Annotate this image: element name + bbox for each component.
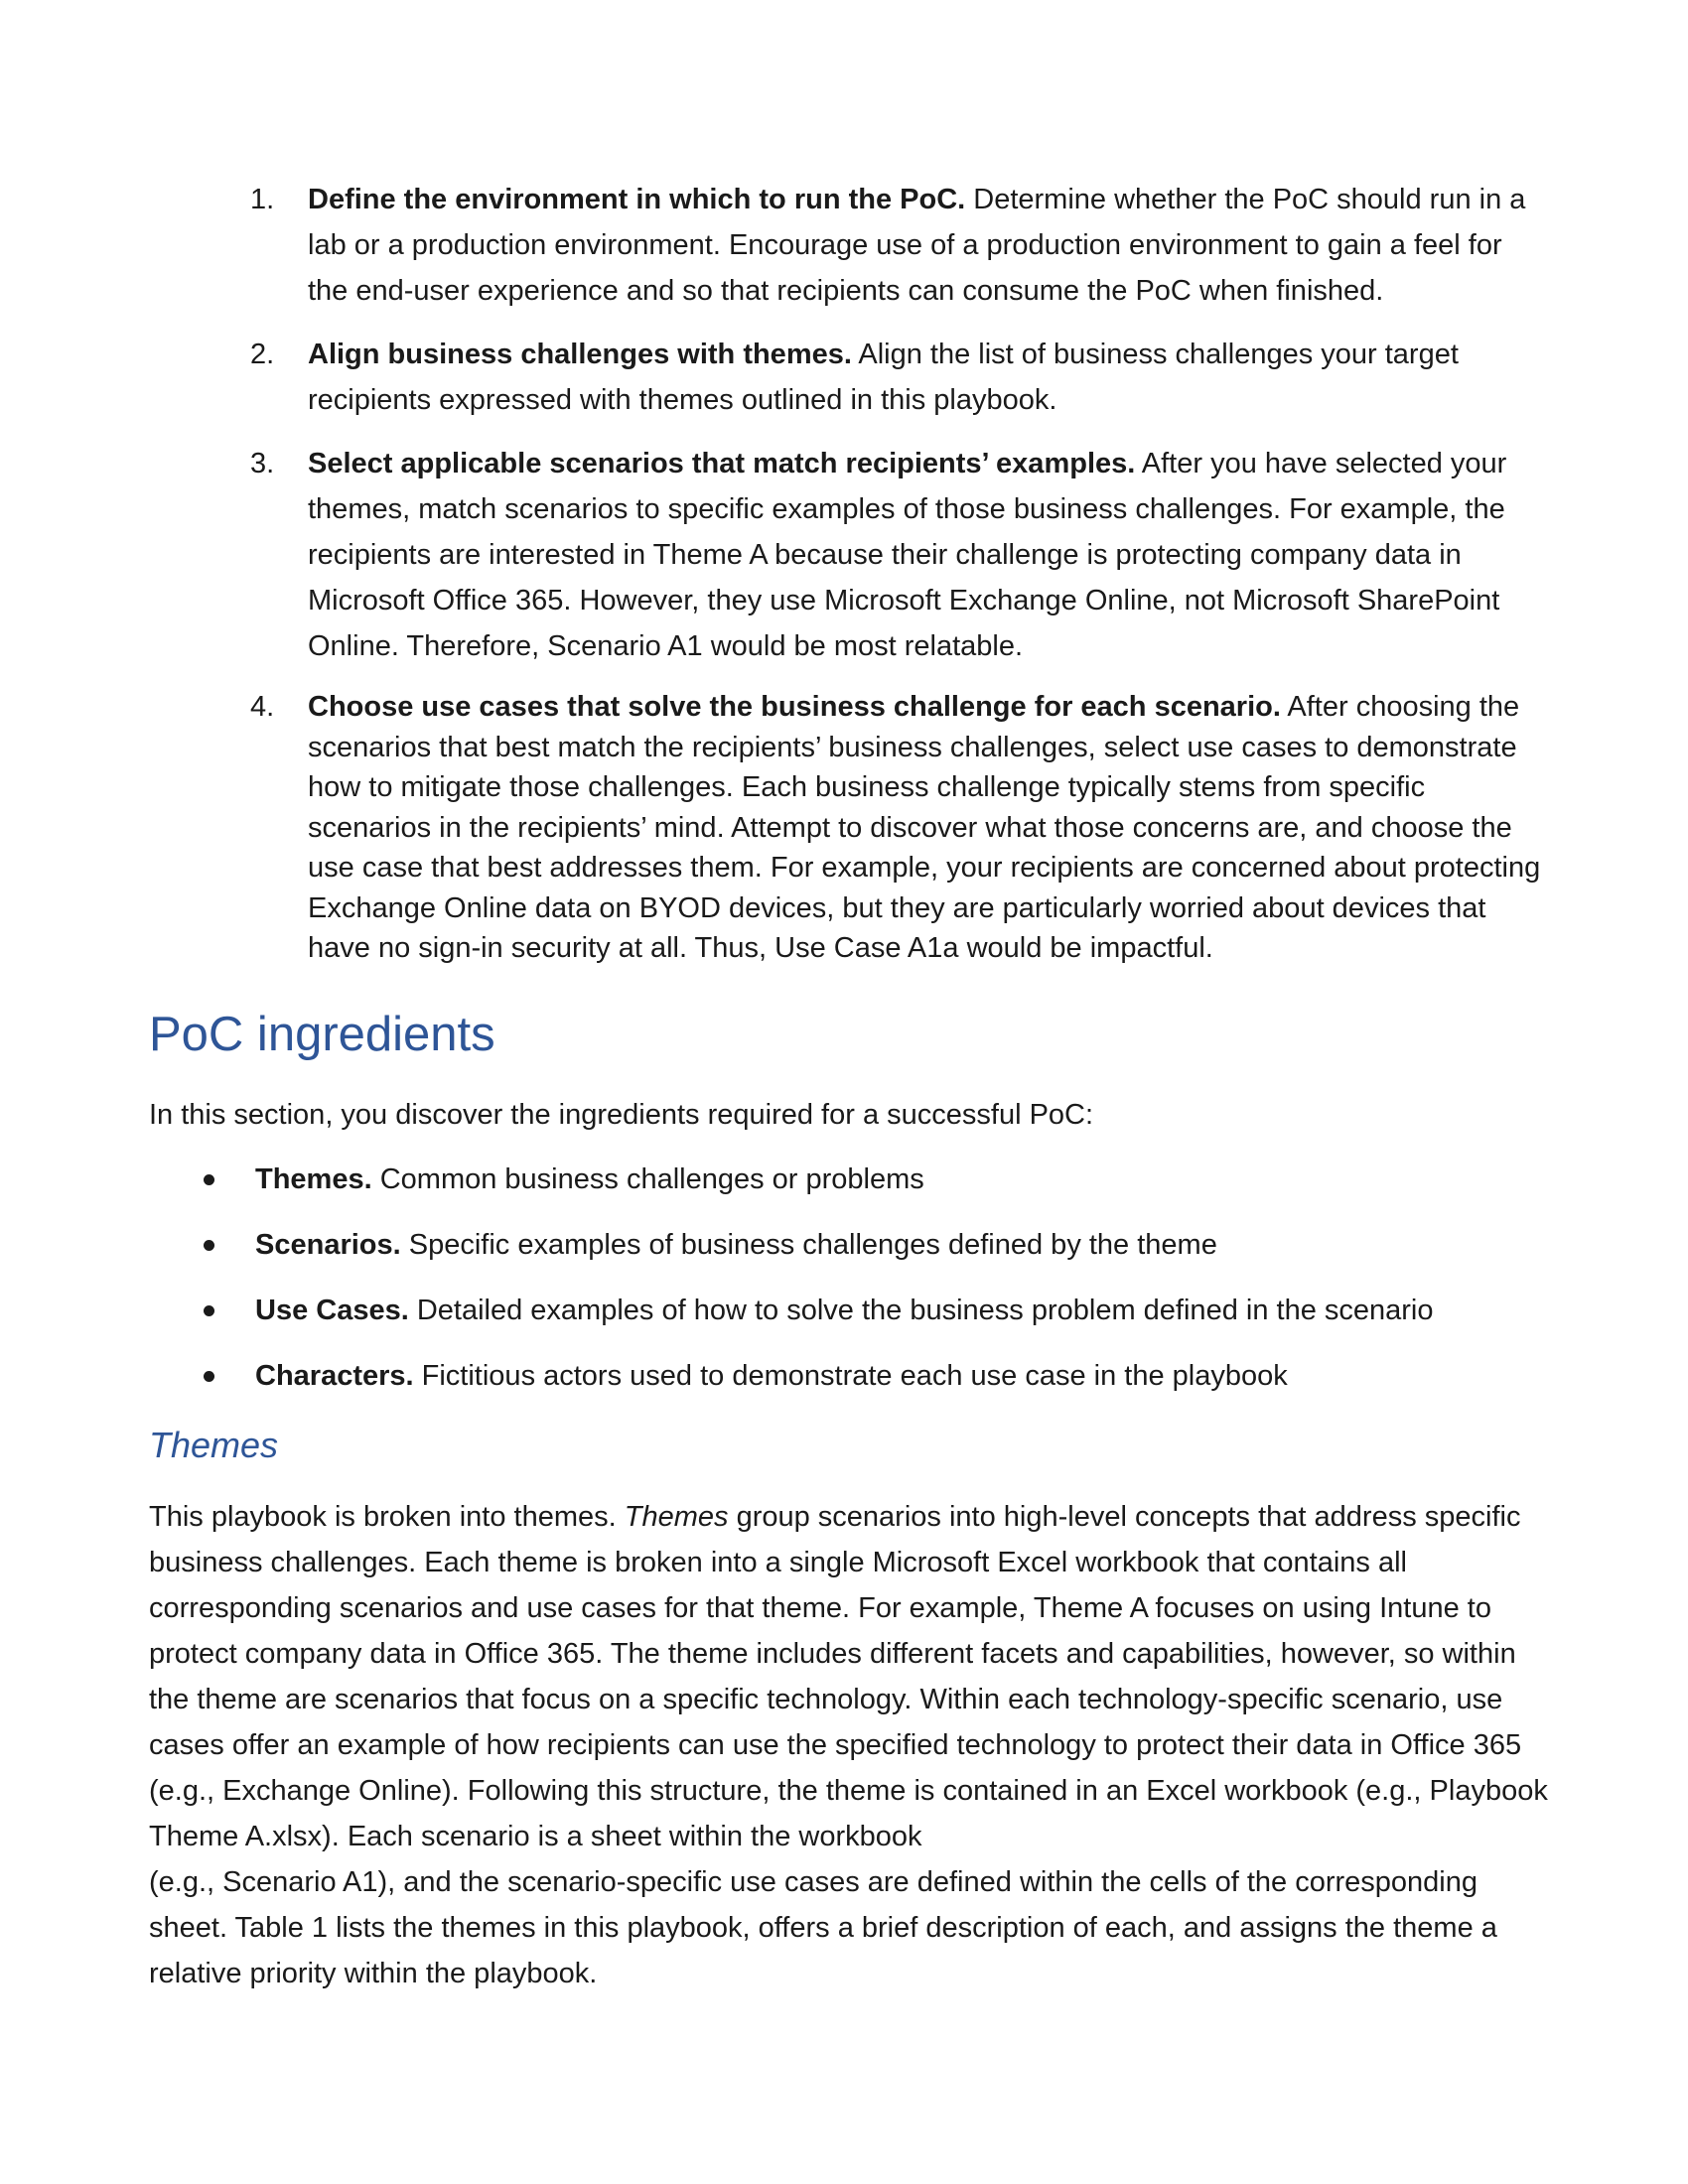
list-number: 4. bbox=[250, 691, 275, 723]
list-item bbox=[149, 1356, 1539, 1422]
ingredient-term: Use Cases. bbox=[255, 1295, 409, 1326]
list-item bbox=[250, 687, 1541, 969]
ingredient-text: Specific examples of business challenges defined by the theme bbox=[400, 1229, 1217, 1261]
ingredient-text: Common business challenges or problems bbox=[371, 1163, 924, 1195]
steps-list bbox=[250, 177, 1541, 987]
ingredients-list bbox=[149, 1160, 1539, 1422]
bullet-icon bbox=[204, 1174, 214, 1185]
themes-paragraph bbox=[149, 1494, 1559, 1996]
list-item bbox=[250, 177, 1541, 314]
ingredient-term: Scenarios. bbox=[255, 1229, 401, 1261]
step-text: After choosing the scenarios that best match the recipients’ business challenges, select use cases to demonstrate how to mitigate those challenges. Each business challenge typically stems from specific scenarios in the recipients’ mind. Attempt to discover what those concerns are, and choose the use case that best addresses them. For example, your recipients are concerned about protecting Exchange Online data on BYOD devices, but they are particularly worried about devices that have no sign-in security at all. Thus, Use Case A1a would be impactful. bbox=[308, 691, 1541, 964]
list-number: 3. bbox=[250, 448, 275, 479]
ingredient-term: Themes. bbox=[255, 1163, 372, 1195]
list-item bbox=[149, 1160, 1539, 1225]
list-number: 1. bbox=[250, 184, 275, 215]
themes-para-rest: group scenarios into high-level concepts that address specific business challenges. Each theme is broken into a single Microsoft Excel workbook that contains all corresponding scenarios and use cases for that theme. For example, Theme A focuses on using Intune to protect company data in Office 365. The theme includes different facets and capabilities, however, so within the theme are scenarios that focus on a specific technology. Within each technology-specific scenario, use cases offer an example of how recipients can use the specified technology to protect their data in Office 365 (e.g., Exchange Online). Following this structure, the theme is contained in an Excel workbook (e.g., Playbook Theme A.xlsx). Each scenario is a sheet within the workbook bbox=[149, 1501, 1548, 1852]
section-intro: In this section, you discover the ingredients required for a successful PoC: bbox=[149, 1099, 1094, 1131]
step-text: After you have selected your themes, match scenarios to specific examples of those business challenges. For example, the recipients are interested in Theme A because their challenge is protecting company data in Microsoft Office 365. However, they use Microsoft Exchange Online, not Microsoft SharePoint Online. Therefore, Scenario A1 would be most relatable. bbox=[308, 448, 1507, 662]
themes-para-lead: This playbook is broken into themes. bbox=[149, 1501, 625, 1533]
list-item bbox=[149, 1291, 1539, 1356]
list-number: 2. bbox=[250, 339, 275, 370]
step-title: Align business challenges with themes. bbox=[308, 339, 852, 370]
bullet-icon bbox=[204, 1371, 214, 1382]
list-item bbox=[250, 332, 1541, 423]
themes-para-rest2: (e.g., Scenario A1), and the scenario-specific use cases are defined within the cells of the corresponding sheet. Table 1 lists the themes in this playbook, offers a brief description of each, and assigns the theme a relative priority within the playbook. bbox=[149, 1866, 1497, 1989]
step-title: Define the environment in which to run the PoC. bbox=[308, 184, 966, 215]
section-heading-themes: Themes bbox=[149, 1425, 279, 1465]
ingredient-text: Detailed examples of how to solve the business problem defined in the scenario bbox=[408, 1295, 1434, 1326]
section-heading-poc-ingredients: PoC ingredients bbox=[149, 1008, 495, 1061]
step-text: Align the list of business challenges your target recipients expressed with themes outlined in this playbook. bbox=[308, 339, 1459, 416]
bullet-icon bbox=[204, 1240, 214, 1251]
list-item bbox=[149, 1225, 1539, 1291]
list-item bbox=[250, 441, 1541, 669]
step-text: Determine whether the PoC should run in a lab or a production environment. Encourage use of a production environment to gain a feel for the end-user experience and so that recipients can consume the PoC when finished. bbox=[308, 184, 1526, 307]
ingredient-text: Fictitious actors used to demonstrate each use case in the playbook bbox=[413, 1360, 1288, 1392]
step-title: Choose use cases that solve the business challenge for each scenario. bbox=[308, 691, 1281, 723]
step-title: Select applicable scenarios that match recipients’ examples. bbox=[308, 448, 1136, 479]
themes-para-emphasis: Themes bbox=[624, 1501, 729, 1533]
bullet-icon bbox=[204, 1305, 214, 1316]
ingredient-term: Characters. bbox=[255, 1360, 414, 1392]
